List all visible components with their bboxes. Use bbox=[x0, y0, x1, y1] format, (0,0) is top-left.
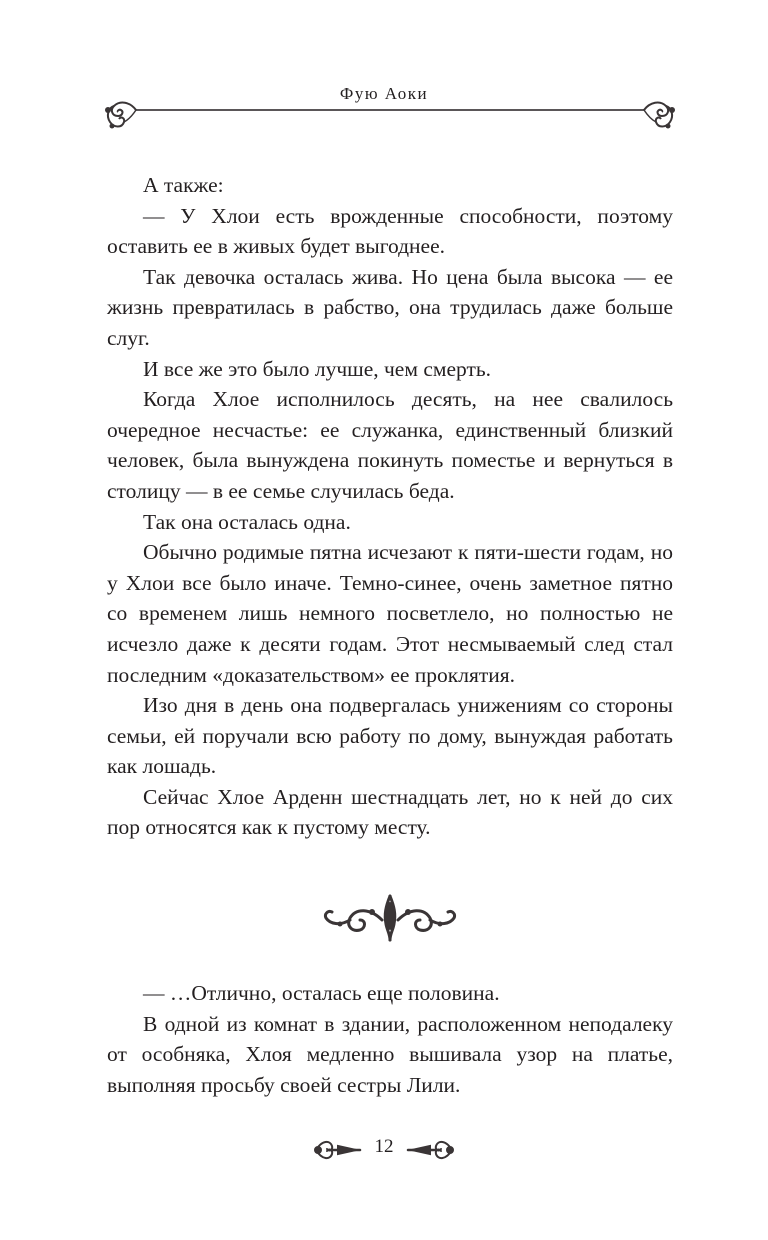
left-scroll-ornament-icon bbox=[312, 1132, 364, 1168]
paragraph: Сейчас Хлое Арденн шестнадцать лет, но к ней до сих пор относятся как к пустому месту. bbox=[107, 784, 673, 840]
paragraph: Так девочка осталась жива. Но цена была высока — ее жизнь превратилась в рабство, она трудилась даже больше слуг. bbox=[107, 264, 673, 350]
running-head: Фую Аоки bbox=[339, 84, 429, 103]
page-footer bbox=[0, 1132, 768, 1168]
ornamental-corner-icon bbox=[644, 103, 675, 129]
paragraph: В одной из комнат в здании, расположенном неподалеку от особняка, Хлоя медленно вышивала узор на платье, выполняя просьбу своей сестры Лили. bbox=[107, 1011, 673, 1097]
paragraph: Обычно родимые пятна исчезают к пяти-шести годам, но у Хлои все было иначе. Темно-синее, очень заметное пятно со временем лишь немного посветлело, но полностью не исчезло даже к десяти годам. Этот несмываемый след стал последним «доказательством» ее проклятия. bbox=[107, 540, 673, 687]
paragraph: Так она осталась одна. bbox=[143, 509, 351, 534]
paragraph: А также: bbox=[143, 173, 224, 197]
page-number: 12 bbox=[374, 1136, 394, 1157]
ornamental-corner-icon bbox=[105, 103, 136, 129]
body-text-bottom bbox=[107, 978, 673, 1100]
paragraph: Когда Хлое исполнилось десять, на нее свалилось очередное несчастье: ее служанка, единственный близкий человек, была вынуждена покинуть поместье и вернуться в столицу — в ее семье случилась беда. bbox=[107, 387, 673, 503]
paragraph: Изо дня в день она подвергалась унижениям со стороны семьи, ей поручали всю работу по дому, вынуждая работать как лошадь. bbox=[107, 693, 673, 779]
flourish-divider-icon bbox=[320, 890, 460, 946]
paragraph: — …Отлично, осталась еще половина. bbox=[143, 981, 500, 1005]
right-scroll-ornament-icon bbox=[404, 1132, 456, 1168]
paragraph: — У Хлои есть врожденные способности, поэтому оставить ее в живых будет выгоднее. bbox=[107, 203, 673, 259]
paragraph: И все же это было лучше, чем смерть. bbox=[143, 356, 492, 381]
header-rule bbox=[100, 96, 680, 136]
body-text-top bbox=[107, 170, 673, 843]
